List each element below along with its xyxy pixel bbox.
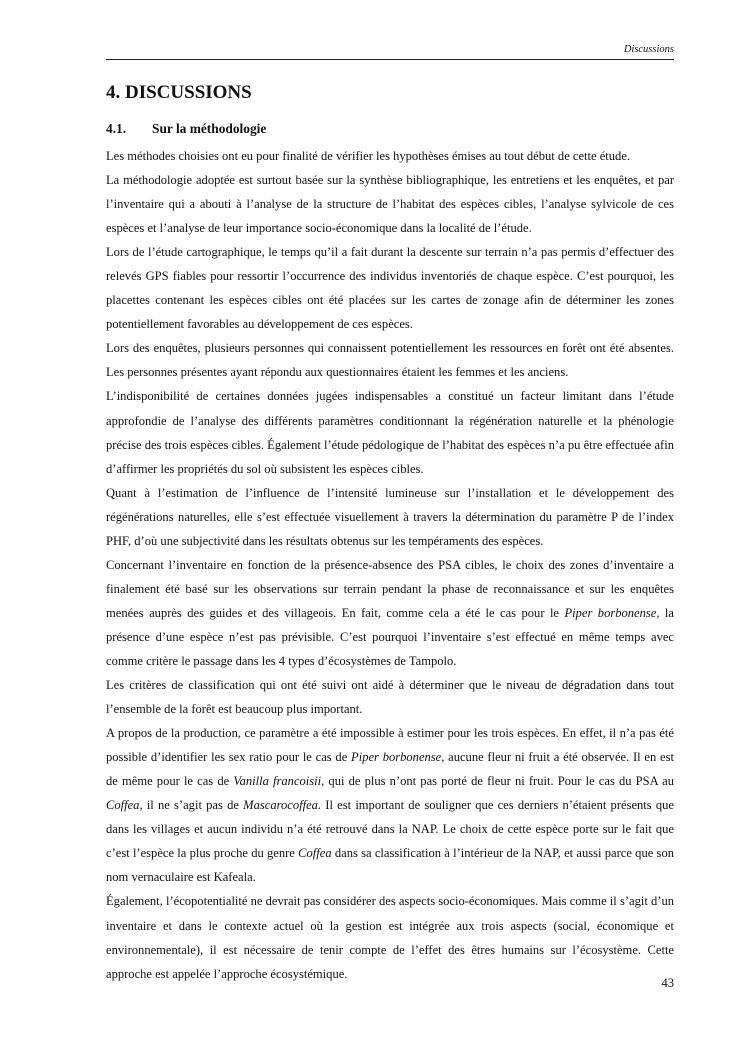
text-run: Concernant l’inventaire en fonction de la présence-absence des PSA cibles, le choix des zones d’inventaire a finalement été basé sur les observations sur terrain pendant la phase de reconnaissance et sur les enquêtes menées auprès des guides et des villageois. En fait, comme cela a été le cas pour le <box>106 557 674 620</box>
paragraph <box>106 336 674 384</box>
running-header: Discussions <box>623 44 674 55</box>
text-run: dans sa classification à l’intérieur de la NAP, et aussi parce que son nom vernaculaire est Kafeala. <box>106 846 674 885</box>
text-run: A propos de la production, ce paramètre a été impossible à estimer pour les trois espèces. En effet, il n’a pas été possible d’identifier les sex ratio pour le cas de <box>106 726 674 765</box>
paragraph <box>106 721 674 889</box>
text-run: , il ne s’agit pas de <box>139 798 244 813</box>
section-heading <box>106 121 266 137</box>
paragraph <box>106 481 674 553</box>
page-number: 43 <box>661 976 674 990</box>
italic-text: Piper borbonense, <box>351 750 445 765</box>
section-title: Sur la méthodologie <box>152 121 267 136</box>
text-run: Lors de l’étude cartographique, le temps qu’il a fait durant la descente sur terrain n’a pas permis d’effectuer des relevés GPS fiables pour ressortir l’occurrence des individus inventoriés de chaque espèce. C’est pourquoi, les placettes contenant les espèces cibles ont été placées sur les cartes de zonage afin de déterminer les zones potentiellement favorables au développement de ces espèces. <box>106 245 674 332</box>
section-number: 4.1. <box>106 121 127 136</box>
paragraph <box>106 384 674 480</box>
italic-text: Piper borbonense, <box>564 605 660 620</box>
italic-text: Mascarocoffea. <box>243 798 322 813</box>
text-run: la présence d’une espèce n’est pas prévisible. C’est pourquoi l’inventaire s’est effectué en même temps avec comme critère le passage dans les 4 types d’écosystèmes de Tampolo. <box>106 605 674 668</box>
text-run: La méthodologie adoptée est surtout basée sur la synthèse bibliographique, les entretiens et les enquêtes, et par l’inventaire qui a abouti à l’analyse de la structure de l’habitat des espèces cibles, l’analyse sylvicole de ces espèces et l’analyse de leur importance socio-économique dans la localité de l’étude. <box>106 173 674 236</box>
text-run: Également, l’écopotentialité ne devrait pas considérer des aspects socio-économiques. Mais comme il s’agit d’un inventaire et dans le contexte actuel où la gestion est intégrée aux trois aspects (social, économique et environnementale), il est nécessaire de tenir compte de l’effet des êtres humains sur l’écosystème. Cette approche est appelée l’approche écosystémique. <box>106 894 674 981</box>
paragraph <box>106 240 674 336</box>
text-run: Les critères de classification qui ont été suivi ont aidé à déterminer que le niveau de dégradation dans tout l’ensemble de la forêt est beaucoup plus important. <box>106 678 674 717</box>
text-run: Les méthodes choisies ont eu pour finalité de vérifier les hypothèses émises au tout début de cette étude. <box>106 149 631 163</box>
text-run: Il est important de souligner que ces derniers n’étaient présents que dans les villages et aucun individu n’a été retrouvé dans la NAP. Le choix de cette espèce porte sur le fait que c’est l’espèce la plus proche du genre <box>106 798 674 861</box>
italic-text: Coffea <box>106 798 140 813</box>
paragraph <box>106 889 674 985</box>
italic-text: Coffea <box>298 846 332 861</box>
chapter-title: 4. DISCUSSIONS <box>106 82 252 103</box>
paragraph <box>106 168 674 240</box>
italic-text: Vanilla francoisii <box>233 774 322 789</box>
text-run: aucune fleur ni fruit a été observée. Il en est de même pour le cas de <box>106 750 674 789</box>
text-run: L’indisponibilité de certaines données jugées indispensables a constitué un facteur limitant dans l’étude approfondie de l’analyse des différents paramètres conditionnant la régénération naturelle et la phénologie précise des trois espèces cibles. Également l’étude pédologique de l’habitat des espèces n’a pu être effectuée afin d’affirmer les propriétés du sol où subsistent les espèces cibles. <box>106 389 674 476</box>
text-run: Lors des enquêtes, plusieurs personnes qui connaissent potentiellement les ressources en forêt ont été absentes. Les personnes présentes ayant répondu aux questionnaires étaient les femmes et les anciens. <box>106 341 674 380</box>
text-run: , qui de plus n’ont pas porté de fleur ni fruit. Pour le cas du PSA au <box>321 774 674 789</box>
paragraph <box>106 553 674 673</box>
paragraph <box>106 144 674 168</box>
body-text <box>106 144 674 986</box>
paragraph <box>106 673 674 721</box>
header-rule <box>106 59 674 60</box>
text-run: Quant à l’estimation de l’influence de l’intensité lumineuse sur l’installation et le développement des régénérations naturelles, elle s’est effectuée visuellement à travers la détermination du paramètre P de l’index PHF, d’où une subjectivité dans les résultats obtenus sur les tempéraments des espèces. <box>106 485 674 548</box>
